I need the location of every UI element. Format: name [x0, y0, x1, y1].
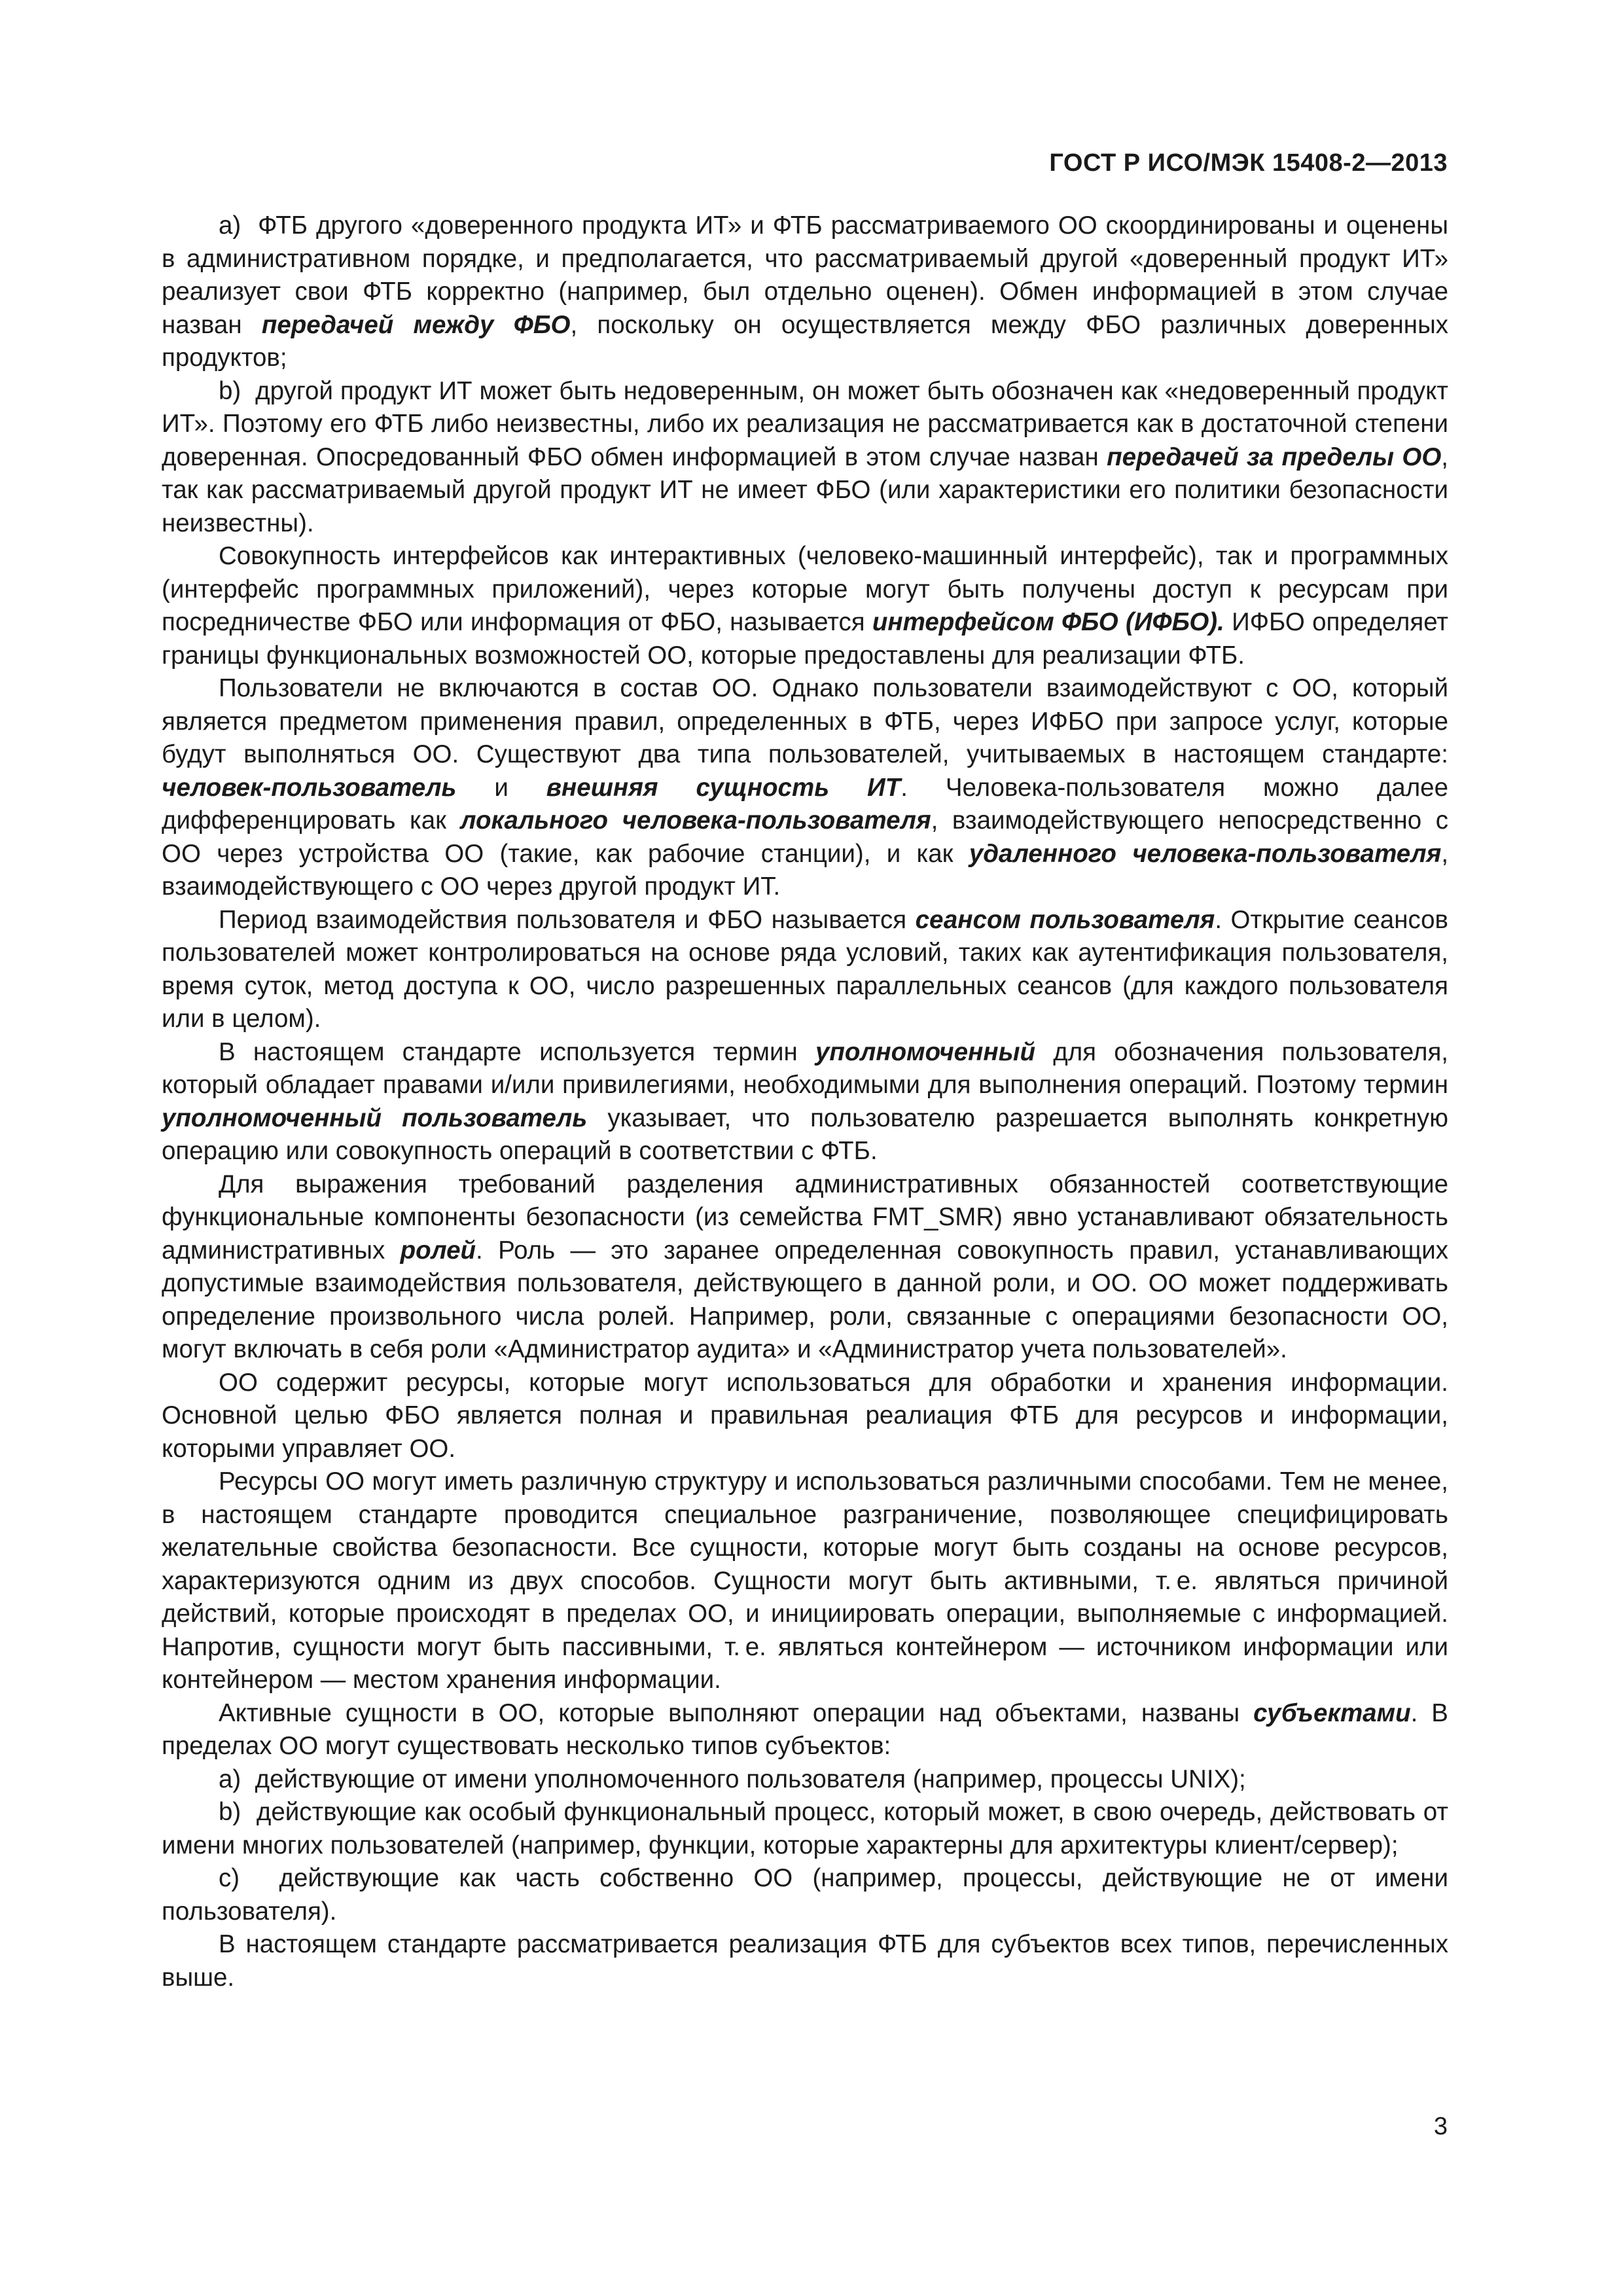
- paragraph-text: Для выражения требований разделения административных обязанностей соответствующие функциональные компоненты безопасности (из семейства FMT_SMR) явно устанавливают обязательность административных: [162, 1170, 1448, 1265]
- paragraph-text: b) другой продукт ИТ может быть недоверенным, он может быть обозначен как «недоверенный продукт ИТ». Поэтому его ФТБ либо неизвестны, либо их реализация не рассматривается как в достаточной степени доверенная. Опосредованный ФБО обмен информацией в этом случае назван: [162, 376, 1448, 471]
- paragraph-text: Активные сущности в ОО, которые выполняют операции над объектами, названы: [219, 1698, 1254, 1727]
- body-paragraph: [162, 1367, 1448, 1466]
- paragraph-text: . Открытие сеансов пользователей может контролироваться на основе ряда условий, таких как аутентификация пользователя, время суток, метод доступа к ОО, число разрешенных параллельных сеансов (для каждого пользователя или в целом).: [162, 905, 1448, 1033]
- defined-term: субъектами: [1253, 1698, 1411, 1727]
- defined-term: сеансом пользователя: [915, 905, 1215, 934]
- defined-term: уполномоченный: [815, 1037, 1035, 1066]
- defined-term: интерфейсом ФБО (ИФБО).: [872, 608, 1224, 636]
- body-paragraph: [162, 1928, 1448, 1994]
- paragraph-text: В настоящем стандарте рассматривается реализация ФТБ для субъектов всех типов, перечисленных выше.: [162, 1930, 1448, 1992]
- body-paragraph: [162, 1697, 1448, 1763]
- paragraph-text: . Роль — это заранее определенная совокупность правил, устанавливающих допустимые взаимодействия пользователя, действующего в данной роли, и ОО. ОО может поддерживать определение произвольного числа ролей. Например, роли, связанные с операциями безопасности ОО, могут включать в себя роли «Администратор аудита» и «Администратор учета пользователей».: [162, 1236, 1449, 1363]
- paragraph-text: , так как рассматриваемый другой продукт ИТ не имеет ФБО (или характеристики его политики безопасности неизвестны).: [162, 442, 1448, 537]
- defined-term: внешняя сущность ИТ: [546, 773, 901, 802]
- paragraph-text: В настоящем стандарте используется термин: [219, 1037, 815, 1066]
- defined-term: локального человека-пользователя: [460, 806, 931, 834]
- body-paragraph: [162, 375, 1448, 541]
- paragraph-text: a) ФТБ другого «доверенного продукта ИТ» и ФТБ рассматриваемого ОО скоординированы и оценены в административном порядке, и предполагается, что рассматриваемый другой «доверенный продукт ИТ» реализует свои ФТБ корректно (например, был отдельно оценен). Обмен информацией в этом случае назван: [162, 211, 1448, 339]
- paragraph-text: c) действующие как часть собственно ОО (например, процессы, действующие не от имени пользователя).: [162, 1864, 1448, 1926]
- document-header: ГОСТ Р ИСО/МЭК 15408-2—2013: [1049, 149, 1448, 177]
- defined-term: ролей: [400, 1236, 476, 1265]
- defined-term: передачей между ФБО: [261, 310, 571, 339]
- body-paragraph: [162, 1862, 1448, 1928]
- paragraph-text: a) действующие от имени уполномоченного пользователя (например, процессы UNIX);: [219, 1765, 1246, 1793]
- defined-term: уполномоченный пользователь: [162, 1103, 588, 1132]
- paragraph-text: . В пределах ОО могут существовать несколько типов субъектов:: [162, 1698, 1448, 1760]
- body-paragraph: [162, 540, 1448, 672]
- body-paragraph: [162, 904, 1448, 1036]
- defined-term: удаленного человека-пользователя: [969, 839, 1442, 868]
- paragraph-text: Совокупность интерфейсов как интерактивных (человеко-машинный интерфейс), так и программных (интерфейс программных приложений), через которые могут быть получены доступ к ресурсам при посредничестве ФБО или информация от ФБО, называется: [162, 542, 1448, 636]
- defined-term: человек-пользователь: [162, 773, 457, 802]
- paragraph-text: для обозначения пользователя, который обладает правами и/или привилегиями, необходимыми для выполнения операций. Поэтому термин: [162, 1037, 1448, 1099]
- page-number: 3: [1433, 2113, 1448, 2140]
- paragraph-text: Период взаимодействия пользователя и ФБО называется: [219, 905, 916, 934]
- paragraph-text: , взаимодействующего непосредственно с ОО через устройства ОО (такие, как рабочие станции), и как: [162, 806, 1448, 868]
- document-body: [162, 209, 1448, 1994]
- paragraph-text: ИФБО определяет границы функциональных возможностей ОО, которые предоставлены для реализации ФТБ.: [162, 608, 1448, 670]
- body-paragraph: [162, 1465, 1448, 1697]
- body-paragraph: [162, 1036, 1448, 1168]
- paragraph-text: , поскольку он осуществляется между ФБО различных доверенных продуктов;: [162, 310, 1448, 372]
- body-paragraph: [162, 1763, 1448, 1797]
- paragraph-text: ОО содержит ресурсы, которые могут использоваться для обработки и хранения информации. Основной целью ФБО является полная и правильная реалиация ФТБ для ресурсов и информации, которыми управляет ОО.: [162, 1368, 1448, 1463]
- paragraph-text: b) действующие как особый функциональный процесс, который может, в свою очередь, действовать от имени многих пользователей (например, функции, которые характерны для архитектуры клиент/сервер);: [162, 1798, 1448, 1859]
- body-paragraph: [162, 672, 1448, 904]
- defined-term: передачей за пределы ОО: [1107, 442, 1442, 471]
- paragraph-text: указывает, что пользователю разрешается выполнять конкретную операцию или совокупность операций в соответствии с ФТБ.: [162, 1103, 1449, 1165]
- paragraph-text: и: [456, 773, 546, 802]
- body-paragraph: [162, 209, 1448, 375]
- body-paragraph: [162, 1168, 1448, 1367]
- paragraph-text: Ресурсы ОО могут иметь различную структуру и использоваться различными способами. Тем не менее, в настоящем стандарте проводится специальное разграничение, позволяющее специфицировать желательные свойства безопасности. Все сущности, которые могут быть созданы на основе ресурсов, характеризуются одним из двух способов. Сущности могут быть активными, т. е. являться причиной действий, которые происходят в пределах ОО, и инициировать операции, выполняемые с информацией. Напротив, сущности могут быть пассивными, т. е. являться контейнером — источником информации или контейнером — местом хранения информации.: [162, 1467, 1448, 1694]
- paragraph-text: . Человека-пользователя можно далее дифференцировать как: [162, 773, 1448, 834]
- body-paragraph: [162, 1796, 1448, 1862]
- paragraph-text: Пользователи не включаются в состав ОО. Однако пользователи взаимодействуют с ОО, который является предметом применения правил, определенных в ФТБ, через ИФБО при запросе услуг, которые будут выполняться ОО. Существуют два типа пользователей, учитываемых в настоящем стандарте:: [162, 674, 1448, 768]
- paragraph-text: , взаимодействующего с ОО через другой продукт ИТ.: [162, 839, 1449, 901]
